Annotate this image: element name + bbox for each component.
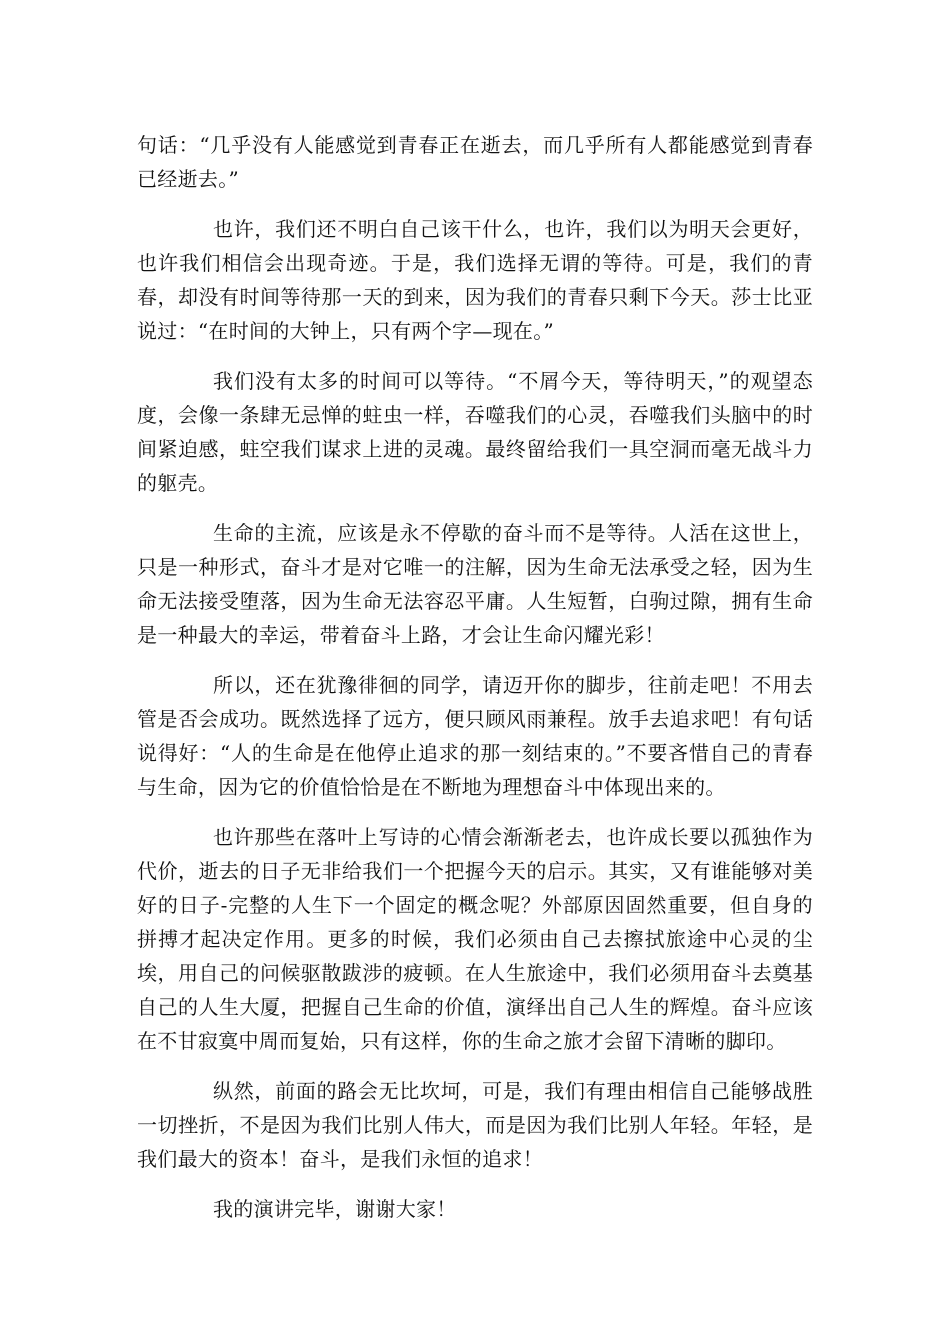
paragraph-4: 生命的主流，应该是永不停歇的奋斗而不是等待。人活在这世上，只是一种形式，奋斗才是对它唯一的注解，因为生命无法承受之轻，因为生命无法接受堕落，因为生命无法容忍平庸。人生短暂，白驹过隙，拥有生命是一种最大的幸运，带着奋斗上路，才会让生命闪耀光彩！ [137, 521, 813, 647]
paragraph-3: 我们没有太多的时间可以等待。“不屑今天，等待明天，”的观望态度，会像一条肆无忌惮的蛀虫一样，吞噬我们的心灵，吞噬我们头脑中的时间紧迫感，蛀空我们谋求上进的灵魂。最终留给我们一具空洞而毫无战斗力的躯壳。 [137, 369, 813, 495]
paragraph-6: 也许那些在落叶上写诗的心情会渐渐老去，也许成长要以孤独作为代价，逝去的日子无非给我们一个把握今天的启示。其实，又有谁能够对美好的日子-完整的人生下一个固定的概念呢？外部原因固然重要，但自身的拼搏才起决定作用。更多的时候，我们必须由自己去擦拭旅途中心灵的尘埃，用自己的问候驱散跋涉的疲顿。在人生旅途中，我们必须用奋斗去奠基自己的人生大厦，把握自己生命的价值，演绎出自己人生的辉煌。奋斗应该在不甘寂寞中周而复始，只有这样，你的生命之旅才会留下清晰的脚印。 [137, 825, 813, 1053]
paragraph-1: 句话：“几乎没有人能感觉到青春正在逝去，而几乎所有人都能感觉到青春已经逝去。” [137, 133, 813, 191]
paragraph-8: 我的演讲完毕，谢谢大家！ [213, 1197, 457, 1221]
document-body [137, 128, 813, 1242]
paragraph-2: 也许，我们还不明白自己该干什么，也许，我们以为明天会更好，也许我们相信会出现奇迹。于是，我们选择无谓的等待。可是，我们的青春，却没有时间等待那一天的到来，因为我们的青春只剩下今天。莎士比亚说过：“在时间的大钟上，只有两个字—现在。” [137, 217, 813, 343]
paragraph-7: 纵然，前面的路会无比坎坷，可是，我们有理由相信自己能够战胜一切挫折，不是因为我们比别人伟大，而是因为我们比别人年轻。年轻，是我们最大的资本！奋斗，是我们永恒的追求！ [137, 1079, 813, 1171]
paragraph-5: 所以，还在犹豫徘徊的同学，请迈开你的脚步，往前走吧！不用去管是否会成功。既然选择了远方，便只顾风雨兼程。放手去追求吧！有句话说得好：“人的生命是在他停止追求的那一刻结束的。”不要吝惜自己的青春与生命，因为它的价值恰恰是在不断地为理想奋斗中体现出来的。 [137, 673, 813, 799]
